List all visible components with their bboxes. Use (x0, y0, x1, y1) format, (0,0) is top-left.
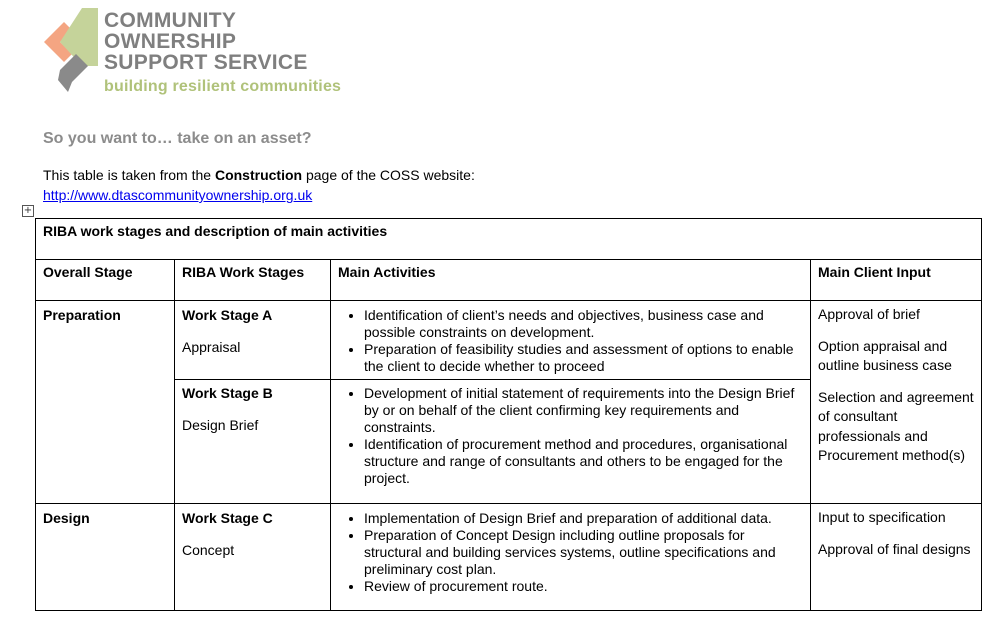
intro-text-before: This table is taken from the (43, 167, 215, 183)
overall-preparation: Preparation (43, 307, 121, 323)
stage-b-activities-cell (331, 380, 811, 504)
list-item: Option appraisal and outline business case (818, 337, 952, 373)
logo-tagline: building resilient communities (104, 78, 342, 95)
stage-a-activities-cell (331, 301, 811, 380)
list-item: • Identification of client’s needs and objectives, business case and possible constraints on development. (364, 307, 796, 341)
intro-paragraph (43, 165, 475, 205)
header-overall: Overall Stage (43, 264, 133, 280)
intro-text-bold: Construction (214, 167, 303, 183)
stage-c-activities (338, 510, 796, 595)
table-row-stage-c (36, 504, 982, 611)
stage-a-cell (175, 301, 331, 380)
list-item: • Preparation of Concept Design including outline proposals for structural and building services systems, outline specifications and preliminary cost plan. (364, 527, 796, 578)
header-client-cell (811, 260, 982, 301)
overall-preparation-cell (36, 301, 175, 504)
stage-c-cell (175, 504, 331, 611)
stage-b-desc: Design Brief (182, 417, 259, 433)
list-item: • Preparation of feasibility studies and assessment of options to enable the client to decide whether to proceed (364, 341, 796, 375)
logo-line-3: SUPPORT SERVICE (104, 51, 308, 74)
preparation-client-input-cell (811, 301, 982, 504)
list-item: Selection and agreement of consultant professionals and Procurement method(s) (818, 388, 974, 463)
coss-logo (42, 8, 362, 98)
header-overall-cell (36, 260, 175, 301)
list-item: • Identification of procurement method and procedures, organisational structure and range of consultants and others to be engaged for the project. (364, 436, 796, 487)
stage-a-desc: Appraisal (182, 339, 241, 355)
riba-stages-table (35, 218, 982, 611)
list-item: • Implementation of Design Brief and preparation of additional data. (364, 510, 796, 527)
stage-c-name: Work Stage C (182, 510, 273, 526)
page-heading: So you want to… take on an asset? (43, 130, 312, 147)
preparation-client-input (811, 301, 981, 466)
header-riba: RIBA Work Stages (182, 264, 305, 280)
stage-c-activities-cell (331, 504, 811, 611)
stage-b-name: Work Stage B (182, 385, 273, 401)
stage-c-desc: Concept (182, 542, 235, 558)
coss-website-link[interactable]: http://www.dtascommunityownership.org.uk (43, 187, 313, 203)
overall-design-cell (36, 504, 175, 611)
header-riba-cell (175, 260, 331, 301)
logo-wordmark (104, 10, 341, 97)
header-client: Main Client Input (818, 264, 931, 280)
list-item: • Review of procurement route. (364, 578, 796, 595)
list-item: • Development of initial statement of requirements into the Design Brief by or on behalf of the client confirming key requirements and constraints. (364, 385, 796, 436)
intro-text-after: page of the COSS website: (302, 167, 475, 183)
table-header-row (36, 260, 982, 301)
logo-line-1: COMMUNITY (104, 9, 237, 32)
coss-chevron-icon (42, 8, 104, 92)
stage-b-cell (175, 380, 331, 504)
stage-a-activities (338, 307, 796, 375)
stage-b-activities (338, 385, 796, 487)
table-title-cell (36, 219, 982, 260)
list-item: Approval of brief (818, 306, 920, 322)
logo-line-2: OWNERSHIP (104, 30, 237, 53)
table-row-stage-a (36, 301, 982, 380)
list-item: Approval of final designs (818, 540, 971, 557)
design-client-input-cell (811, 504, 982, 611)
table-title: RIBA work stages and description of main activities (43, 223, 388, 239)
header-activities: Main Activities (338, 264, 436, 280)
table-move-handle-icon[interactable]: + (23, 205, 33, 216)
design-client-input (811, 504, 981, 559)
overall-design: Design (43, 510, 90, 526)
stage-a-name: Work Stage A (182, 307, 273, 323)
header-activities-cell (331, 260, 811, 301)
list-item: Input to specification (818, 509, 946, 525)
table-title-row (36, 219, 982, 260)
